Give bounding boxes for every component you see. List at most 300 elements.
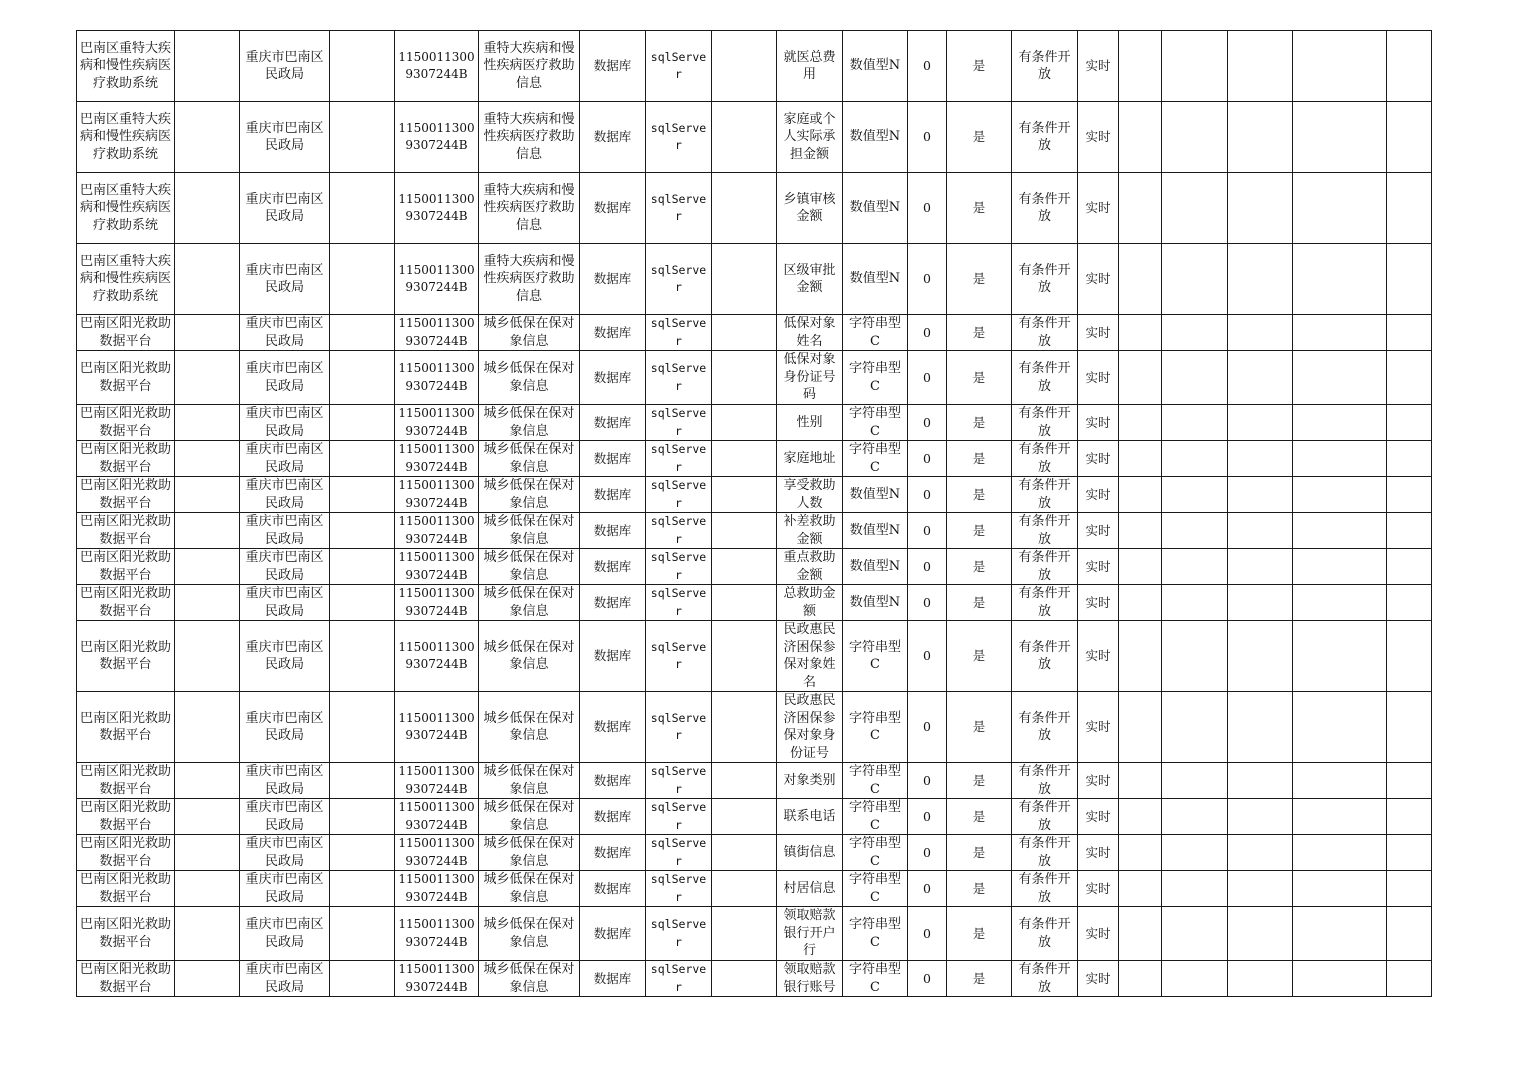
update-frequency-cell: 实时	[1078, 692, 1119, 763]
empty-cell	[330, 835, 395, 871]
database-type-cell: sqlServer	[646, 835, 712, 871]
empty-cell	[1228, 441, 1293, 477]
empty-cell	[1162, 477, 1228, 513]
resource-name-cell: 重特大疾病和慢性疾病医疗救助信息	[479, 173, 580, 244]
empty-cell	[1387, 871, 1432, 907]
database-type-cell: sqlServer	[646, 351, 712, 405]
empty-cell	[1228, 961, 1293, 997]
database-type-cell: sqlServer	[646, 871, 712, 907]
update-frequency-cell: 实时	[1078, 441, 1119, 477]
empty-cell	[1387, 477, 1432, 513]
field-name-cell: 补差救助金额	[777, 513, 843, 549]
field-name-cell: 乡镇审核金额	[777, 173, 843, 244]
storage-type-cell: 数据库	[580, 102, 646, 173]
empty-cell	[1119, 102, 1162, 173]
database-type-cell: sqlServer	[646, 244, 712, 315]
empty-cell	[330, 315, 395, 351]
system-name-cell: 巴南区阳光救助数据平台	[77, 799, 175, 835]
database-type-cell: sqlServer	[646, 477, 712, 513]
empty-cell	[175, 871, 240, 907]
empty-cell	[330, 477, 395, 513]
database-type-cell: sqlServer	[646, 405, 712, 441]
database-type-cell: sqlServer	[646, 315, 712, 351]
empty-cell	[330, 441, 395, 477]
empty-cell	[330, 961, 395, 997]
storage-type-cell: 数据库	[580, 244, 646, 315]
department-cell: 重庆市巴南区民政局	[240, 173, 330, 244]
system-name-cell: 巴南区阳光救助数据平台	[77, 513, 175, 549]
length-cell: 0	[908, 763, 947, 799]
empty-cell	[712, 244, 777, 315]
storage-type-cell: 数据库	[580, 549, 646, 585]
resource-name-cell: 城乡低保在保对象信息	[479, 799, 580, 835]
field-name-cell: 民政惠民济困保参保对象身份证号	[777, 692, 843, 763]
department-cell: 重庆市巴南区民政局	[240, 31, 330, 102]
empty-cell	[712, 477, 777, 513]
resource-name-cell: 城乡低保在保对象信息	[479, 441, 580, 477]
empty-cell	[712, 692, 777, 763]
empty-cell	[1119, 907, 1162, 961]
open-type-cell: 有条件开放	[1012, 907, 1078, 961]
system-name-cell: 巴南区阳光救助数据平台	[77, 405, 175, 441]
storage-type-cell: 数据库	[580, 315, 646, 351]
system-name-cell: 巴南区阳光救助数据平台	[77, 477, 175, 513]
field-name-cell: 对象类别	[777, 763, 843, 799]
open-type-cell: 有条件开放	[1012, 315, 1078, 351]
length-cell: 0	[908, 513, 947, 549]
system-name-cell: 巴南区阳光救助数据平台	[77, 907, 175, 961]
data-type-cell: 字符串型C	[843, 405, 908, 441]
empty-cell	[1387, 835, 1432, 871]
data-type-cell: 数值型N	[843, 173, 908, 244]
table-row	[77, 513, 1432, 549]
length-cell: 0	[908, 441, 947, 477]
resource-name-cell: 城乡低保在保对象信息	[479, 907, 580, 961]
field-name-cell: 区级审批金额	[777, 244, 843, 315]
length-cell: 0	[908, 961, 947, 997]
storage-type-cell: 数据库	[580, 871, 646, 907]
credit-code-cell: 11500113009307244B	[395, 549, 479, 585]
empty-cell	[1162, 621, 1228, 692]
department-cell: 重庆市巴南区民政局	[240, 405, 330, 441]
empty-cell	[712, 102, 777, 173]
empty-cell	[1119, 351, 1162, 405]
system-name-cell: 巴南区阳光救助数据平台	[77, 315, 175, 351]
update-frequency-cell: 实时	[1078, 799, 1119, 835]
empty-cell	[1119, 405, 1162, 441]
empty-cell	[1387, 441, 1432, 477]
empty-cell	[175, 692, 240, 763]
open-type-cell: 有条件开放	[1012, 871, 1078, 907]
empty-cell	[1293, 961, 1387, 997]
storage-type-cell: 数据库	[580, 907, 646, 961]
resource-name-cell: 城乡低保在保对象信息	[479, 835, 580, 871]
open-type-cell: 有条件开放	[1012, 102, 1078, 173]
empty-cell	[330, 173, 395, 244]
credit-code-cell: 11500113009307244B	[395, 585, 479, 621]
field-name-cell: 总救助金额	[777, 585, 843, 621]
system-name-cell: 巴南区阳光救助数据平台	[77, 351, 175, 405]
empty-cell	[1293, 173, 1387, 244]
empty-cell	[175, 173, 240, 244]
empty-cell	[712, 405, 777, 441]
required-flag-cell: 是	[947, 549, 1012, 585]
empty-cell	[1162, 102, 1228, 173]
length-cell: 0	[908, 799, 947, 835]
empty-cell	[1119, 585, 1162, 621]
empty-cell	[1119, 961, 1162, 997]
system-name-cell: 巴南区重特大疾病和慢性疾病医疗救助系统	[77, 173, 175, 244]
resource-name-cell: 城乡低保在保对象信息	[479, 549, 580, 585]
empty-cell	[1162, 513, 1228, 549]
system-name-cell: 巴南区重特大疾病和慢性疾病医疗救助系统	[77, 31, 175, 102]
data-type-cell: 数值型N	[843, 244, 908, 315]
credit-code-cell: 11500113009307244B	[395, 405, 479, 441]
field-name-cell: 领取赔款银行开户行	[777, 907, 843, 961]
credit-code-cell: 11500113009307244B	[395, 799, 479, 835]
database-type-cell: sqlServer	[646, 692, 712, 763]
empty-cell	[1119, 173, 1162, 244]
storage-type-cell: 数据库	[580, 692, 646, 763]
empty-cell	[712, 351, 777, 405]
empty-cell	[175, 799, 240, 835]
empty-cell	[1293, 907, 1387, 961]
open-type-cell: 有条件开放	[1012, 173, 1078, 244]
empty-cell	[330, 763, 395, 799]
storage-type-cell: 数据库	[580, 621, 646, 692]
empty-cell	[175, 315, 240, 351]
empty-cell	[1162, 799, 1228, 835]
empty-cell	[1228, 763, 1293, 799]
empty-cell	[1228, 549, 1293, 585]
storage-type-cell: 数据库	[580, 961, 646, 997]
department-cell: 重庆市巴南区民政局	[240, 351, 330, 405]
empty-cell	[175, 477, 240, 513]
database-type-cell: sqlServer	[646, 961, 712, 997]
empty-cell	[330, 102, 395, 173]
department-cell: 重庆市巴南区民政局	[240, 961, 330, 997]
required-flag-cell: 是	[947, 477, 1012, 513]
empty-cell	[712, 315, 777, 351]
empty-cell	[1387, 549, 1432, 585]
empty-cell	[712, 907, 777, 961]
empty-cell	[1228, 513, 1293, 549]
storage-type-cell: 数据库	[580, 799, 646, 835]
open-type-cell: 有条件开放	[1012, 961, 1078, 997]
empty-cell	[1387, 692, 1432, 763]
empty-cell	[1162, 351, 1228, 405]
system-name-cell: 巴南区阳光救助数据平台	[77, 871, 175, 907]
department-cell: 重庆市巴南区民政局	[240, 513, 330, 549]
empty-cell	[175, 441, 240, 477]
table-row	[77, 477, 1432, 513]
open-type-cell: 有条件开放	[1012, 835, 1078, 871]
system-name-cell: 巴南区阳光救助数据平台	[77, 585, 175, 621]
empty-cell	[712, 173, 777, 244]
credit-code-cell: 11500113009307244B	[395, 871, 479, 907]
system-name-cell: 巴南区阳光救助数据平台	[77, 441, 175, 477]
empty-cell	[175, 405, 240, 441]
empty-cell	[1387, 351, 1432, 405]
empty-cell	[1293, 763, 1387, 799]
open-type-cell: 有条件开放	[1012, 441, 1078, 477]
empty-cell	[175, 31, 240, 102]
department-cell: 重庆市巴南区民政局	[240, 763, 330, 799]
open-type-cell: 有条件开放	[1012, 513, 1078, 549]
data-type-cell: 数值型N	[843, 102, 908, 173]
field-name-cell: 村居信息	[777, 871, 843, 907]
storage-type-cell: 数据库	[580, 31, 646, 102]
empty-cell	[175, 549, 240, 585]
resource-name-cell: 重特大疾病和慢性疾病医疗救助信息	[479, 31, 580, 102]
required-flag-cell: 是	[947, 835, 1012, 871]
table-row	[77, 102, 1432, 173]
data-type-cell: 字符串型C	[843, 961, 908, 997]
empty-cell	[1228, 102, 1293, 173]
empty-cell	[330, 31, 395, 102]
empty-cell	[1387, 907, 1432, 961]
empty-cell	[175, 102, 240, 173]
empty-cell	[330, 871, 395, 907]
database-type-cell: sqlServer	[646, 173, 712, 244]
data-type-cell: 数值型N	[843, 585, 908, 621]
open-type-cell: 有条件开放	[1012, 244, 1078, 315]
department-cell: 重庆市巴南区民政局	[240, 477, 330, 513]
empty-cell	[175, 244, 240, 315]
empty-cell	[1228, 244, 1293, 315]
empty-cell	[712, 961, 777, 997]
empty-cell	[712, 441, 777, 477]
empty-cell	[1228, 835, 1293, 871]
empty-cell	[1387, 585, 1432, 621]
open-type-cell: 有条件开放	[1012, 477, 1078, 513]
required-flag-cell: 是	[947, 799, 1012, 835]
database-type-cell: sqlServer	[646, 31, 712, 102]
required-flag-cell: 是	[947, 692, 1012, 763]
empty-cell	[1228, 871, 1293, 907]
field-name-cell: 民政惠民济困保参保对象姓名	[777, 621, 843, 692]
system-name-cell: 巴南区阳光救助数据平台	[77, 961, 175, 997]
empty-cell	[1119, 549, 1162, 585]
data-type-cell: 数值型N	[843, 549, 908, 585]
empty-cell	[1119, 835, 1162, 871]
table-body	[77, 31, 1432, 997]
field-name-cell: 家庭或个人实际承担金额	[777, 102, 843, 173]
empty-cell	[1162, 173, 1228, 244]
empty-cell	[175, 961, 240, 997]
length-cell: 0	[908, 549, 947, 585]
empty-cell	[1119, 799, 1162, 835]
data-type-cell: 字符串型C	[843, 621, 908, 692]
empty-cell	[1228, 477, 1293, 513]
empty-cell	[1162, 31, 1228, 102]
empty-cell	[175, 513, 240, 549]
storage-type-cell: 数据库	[580, 441, 646, 477]
storage-type-cell: 数据库	[580, 477, 646, 513]
resource-name-cell: 重特大疾病和慢性疾病医疗救助信息	[479, 102, 580, 173]
empty-cell	[1162, 585, 1228, 621]
department-cell: 重庆市巴南区民政局	[240, 102, 330, 173]
empty-cell	[1162, 549, 1228, 585]
length-cell: 0	[908, 405, 947, 441]
empty-cell	[1119, 441, 1162, 477]
update-frequency-cell: 实时	[1078, 477, 1119, 513]
update-frequency-cell: 实时	[1078, 405, 1119, 441]
department-cell: 重庆市巴南区民政局	[240, 907, 330, 961]
field-name-cell: 重点救助金额	[777, 549, 843, 585]
empty-cell	[330, 692, 395, 763]
update-frequency-cell: 实时	[1078, 907, 1119, 961]
table-row	[77, 961, 1432, 997]
data-type-cell: 字符串型C	[843, 871, 908, 907]
department-cell: 重庆市巴南区民政局	[240, 585, 330, 621]
empty-cell	[330, 549, 395, 585]
empty-cell	[1387, 405, 1432, 441]
length-cell: 0	[908, 477, 947, 513]
empty-cell	[1119, 244, 1162, 315]
open-type-cell: 有条件开放	[1012, 549, 1078, 585]
data-type-cell: 字符串型C	[843, 351, 908, 405]
table-row	[77, 799, 1432, 835]
open-type-cell: 有条件开放	[1012, 692, 1078, 763]
department-cell: 重庆市巴南区民政局	[240, 441, 330, 477]
credit-code-cell: 11500113009307244B	[395, 621, 479, 692]
empty-cell	[1387, 244, 1432, 315]
empty-cell	[1293, 102, 1387, 173]
update-frequency-cell: 实时	[1078, 961, 1119, 997]
update-frequency-cell: 实时	[1078, 31, 1119, 102]
system-name-cell: 巴南区重特大疾病和慢性疾病医疗救助系统	[77, 102, 175, 173]
field-name-cell: 领取赔款银行账号	[777, 961, 843, 997]
empty-cell	[1119, 477, 1162, 513]
update-frequency-cell: 实时	[1078, 763, 1119, 799]
empty-cell	[1387, 961, 1432, 997]
credit-code-cell: 11500113009307244B	[395, 173, 479, 244]
length-cell: 0	[908, 31, 947, 102]
empty-cell	[1228, 692, 1293, 763]
empty-cell	[1293, 351, 1387, 405]
empty-cell	[1228, 173, 1293, 244]
empty-cell	[1387, 31, 1432, 102]
field-name-cell: 低保对象姓名	[777, 315, 843, 351]
empty-cell	[1293, 31, 1387, 102]
update-frequency-cell: 实时	[1078, 315, 1119, 351]
system-name-cell: 巴南区阳光救助数据平台	[77, 549, 175, 585]
empty-cell	[1293, 441, 1387, 477]
field-name-cell: 享受救助人数	[777, 477, 843, 513]
empty-cell	[1387, 621, 1432, 692]
database-type-cell: sqlServer	[646, 799, 712, 835]
table-row	[77, 871, 1432, 907]
data-resource-table	[76, 30, 1432, 997]
empty-cell	[1387, 799, 1432, 835]
empty-cell	[1293, 585, 1387, 621]
database-type-cell: sqlServer	[646, 621, 712, 692]
empty-cell	[1387, 173, 1432, 244]
storage-type-cell: 数据库	[580, 351, 646, 405]
credit-code-cell: 11500113009307244B	[395, 351, 479, 405]
required-flag-cell: 是	[947, 173, 1012, 244]
database-type-cell: sqlServer	[646, 441, 712, 477]
length-cell: 0	[908, 244, 947, 315]
department-cell: 重庆市巴南区民政局	[240, 799, 330, 835]
required-flag-cell: 是	[947, 405, 1012, 441]
required-flag-cell: 是	[947, 102, 1012, 173]
resource-name-cell: 城乡低保在保对象信息	[479, 315, 580, 351]
data-type-cell: 字符串型C	[843, 315, 908, 351]
empty-cell	[1293, 692, 1387, 763]
empty-cell	[1119, 763, 1162, 799]
required-flag-cell: 是	[947, 244, 1012, 315]
empty-cell	[1228, 799, 1293, 835]
credit-code-cell: 11500113009307244B	[395, 763, 479, 799]
department-cell: 重庆市巴南区民政局	[240, 835, 330, 871]
open-type-cell: 有条件开放	[1012, 763, 1078, 799]
empty-cell	[330, 513, 395, 549]
data-type-cell: 字符串型C	[843, 692, 908, 763]
data-type-cell: 字符串型C	[843, 835, 908, 871]
empty-cell	[175, 585, 240, 621]
field-name-cell: 低保对象身份证号码	[777, 351, 843, 405]
resource-name-cell: 城乡低保在保对象信息	[479, 871, 580, 907]
empty-cell	[1387, 315, 1432, 351]
empty-cell	[712, 549, 777, 585]
empty-cell	[1119, 315, 1162, 351]
open-type-cell: 有条件开放	[1012, 585, 1078, 621]
department-cell: 重庆市巴南区民政局	[240, 871, 330, 907]
resource-name-cell: 城乡低保在保对象信息	[479, 961, 580, 997]
credit-code-cell: 11500113009307244B	[395, 961, 479, 997]
database-type-cell: sqlServer	[646, 763, 712, 799]
database-type-cell: sqlServer	[646, 907, 712, 961]
department-cell: 重庆市巴南区民政局	[240, 549, 330, 585]
system-name-cell: 巴南区阳光救助数据平台	[77, 763, 175, 799]
empty-cell	[175, 621, 240, 692]
length-cell: 0	[908, 173, 947, 244]
storage-type-cell: 数据库	[580, 405, 646, 441]
empty-cell	[1162, 441, 1228, 477]
field-name-cell: 就医总费用	[777, 31, 843, 102]
empty-cell	[1162, 763, 1228, 799]
resource-name-cell: 城乡低保在保对象信息	[479, 585, 580, 621]
resource-name-cell: 城乡低保在保对象信息	[479, 763, 580, 799]
empty-cell	[175, 907, 240, 961]
table-row	[77, 763, 1432, 799]
empty-cell	[1228, 31, 1293, 102]
length-cell: 0	[908, 351, 947, 405]
required-flag-cell: 是	[947, 351, 1012, 405]
empty-cell	[1228, 907, 1293, 961]
data-type-cell: 字符串型C	[843, 799, 908, 835]
empty-cell	[1228, 351, 1293, 405]
storage-type-cell: 数据库	[580, 173, 646, 244]
data-type-cell: 字符串型C	[843, 907, 908, 961]
required-flag-cell: 是	[947, 441, 1012, 477]
storage-type-cell: 数据库	[580, 513, 646, 549]
update-frequency-cell: 实时	[1078, 621, 1119, 692]
database-type-cell: sqlServer	[646, 549, 712, 585]
table-row	[77, 585, 1432, 621]
empty-cell	[712, 871, 777, 907]
required-flag-cell: 是	[947, 961, 1012, 997]
empty-cell	[1119, 513, 1162, 549]
empty-cell	[1293, 405, 1387, 441]
empty-cell	[712, 585, 777, 621]
update-frequency-cell: 实时	[1078, 244, 1119, 315]
table-row	[77, 31, 1432, 102]
empty-cell	[1293, 244, 1387, 315]
update-frequency-cell: 实时	[1078, 173, 1119, 244]
